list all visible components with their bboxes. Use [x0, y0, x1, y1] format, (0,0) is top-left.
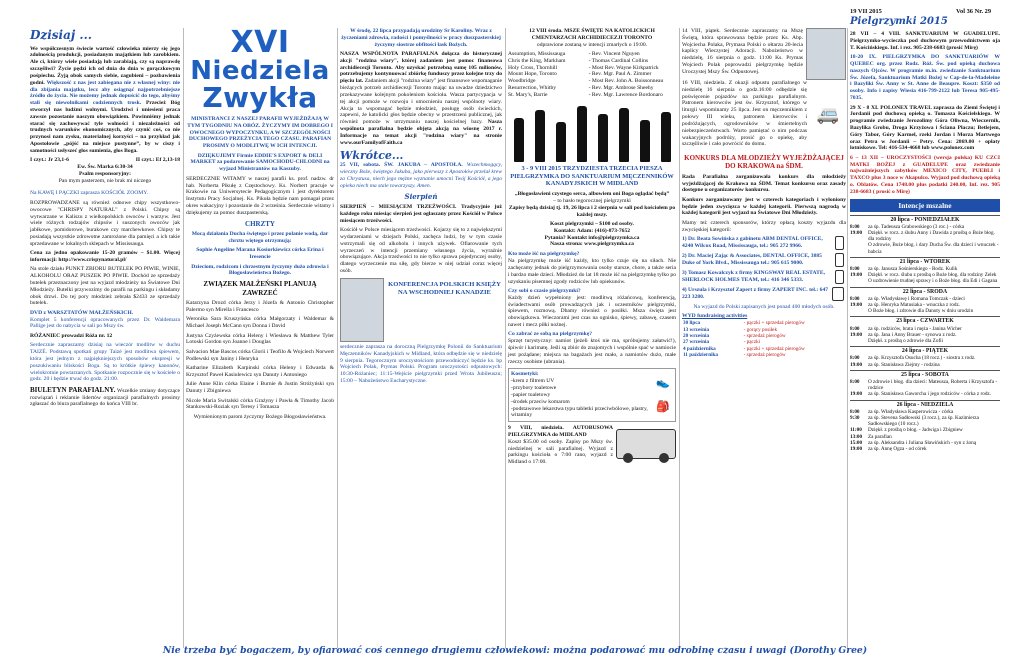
- kto-question: Kto może iść na pielgrzymkę?: [508, 251, 580, 258]
- backpack-icon: 🎒: [656, 400, 670, 413]
- cemetery-row: [508, 51, 676, 58]
- wyd-activity: - sprzedaż pierogów: [743, 332, 786, 339]
- mass-intention: [850, 379, 1000, 391]
- cemetery-row: [508, 71, 676, 78]
- intencje-list: [850, 215, 1000, 453]
- cemetery-celebrant: - Rev. Mgr. Lawrence Bordonaro: [588, 91, 663, 98]
- chrzty-text: Mocą działania Ducha świętego i przez polanie wodą, dar chrztu więtego otrzymują:: [191, 231, 329, 244]
- mass-intention-text: O zdrowie, Boże błog. i dary Ducha Św. dla dzieci i wnuczek - babcia: [868, 242, 999, 255]
- title-niedziela: Niedziela: [190, 56, 330, 86]
- pieszy-sub: – to hasło tegorocznej pielgrzymki: [553, 197, 631, 204]
- mass-time: 19:00: [850, 229, 863, 236]
- day-heading: 22 lipca - ŚRODA: [850, 287, 1000, 296]
- pielgrzymka-quebec: 18-20 IX. PIELGRZYMKA DO SANKTUARIÓW W QUEBEC org. przez Rodz. Róż. Św. pod opieką duchowa naszych Ojców. W programie m.in. zwiedzanie Sanktuarium Św. Józefa, Sanktuarium Matki Bożej w Cap-de-la-Madeleine i Bazyliki Św. Anny w St. Anne de Beaupre. Koszt: $350 od osoby. Info i zapisy Wiesia 416-799-2122 lub Teresa 905-495-7035.: [850, 54, 1000, 102]
- mass-intention: [850, 242, 1000, 254]
- mass-time: [850, 308, 868, 314]
- mass-time: 15:00: [850, 439, 863, 446]
- sponsor-item: [682, 287, 846, 301]
- konkurs-text-3: Mamy też czterech sponsorów, którzy opłacą koszty wyjazdu dla zwycięskiej kategorii:: [682, 219, 846, 233]
- mass-intention-text: Za parafian: [868, 433, 892, 440]
- mass-intention-text: Dziękł. z prośbą o błog. - Jadwiga i Zbigniew: [868, 427, 963, 434]
- column-3: [340, 28, 502, 387]
- readings: [30, 157, 180, 164]
- rozprowadzane: ROZPROWADZANE są również odnowe chipy wszystkowo-owocowe "CHRISPY NATURAL" z Polski. Chipsy są wytwarzane w Kaliszu z wielkopolskich owoców i warzyw. Jest wiele różnych rodzajów chipsów i suszonych owoców jak jabłkowe, pomidorowe, burakowe czy marchewkowe. Chipsy te posiadają wszystkie zdrowotne zamrożone dla pamięci a ich takie sprzedawane w lokalnych sklepach w Mississauga.: [30, 199, 180, 247]
- wyd-date: 30 lipca: [683, 320, 701, 327]
- zabrac-answer: Sprzęt turystyczny: namiot (jeżeli ktoś nie ma, spróbujemy załatwić!), śpiwór i karimatę. Jeśli są zbiór do znajomych i wspólnie spać w namiocie jest pożądane; miejsca na bagażach jest mało, a namiotów dużo, małe rzeczy osobiste (ubrania).: [508, 338, 676, 365]
- column-5: [682, 28, 846, 358]
- midland-title: 9 VIII, niedziela. AUTOBUSOWA PIELGRZYMKA do MIDLAND: [508, 425, 613, 438]
- dzisiaj-heading: Dzisiaj ...: [30, 28, 92, 42]
- cemetery-celebrant: - Rev. Mgr. Ambrose Sheehy: [588, 85, 654, 92]
- konferencja-title: KONFERENCJA POLSKICH KSIĘŻY NA WSCHODNIEJ KANADZIE: [388, 280, 501, 296]
- sierpien-text-2: Kościół w Polsce miesiącem trzeźwości. Kojarzy się to z największymi wydarzeniami w dziejach Polski, zachęca ludzi, by w tym czasie wstrzymali się od alkoholu i innych używek. Ofiarowanie tych wyrzeczeń w intencji przemiany własnego życia, wyraźnie obowiązujące. Akcja trzeźwości to nie tylko sprawa pojedynczej osoby, dlatego wyrzeczenie ma siłę, gdy bierze w niej udział coraz więcej osób.: [340, 227, 502, 275]
- kosmetyki-title: Kosmetyki:: [511, 371, 539, 378]
- rozaniec: RÓŻANIEC prowadzi Róża nr. 12: [30, 332, 113, 339]
- kosmetyki-list: -krem z filtrem UV -przybory toaletowe -papier toaletowy -środek przeciw komarom -podstawowe lekarstwa typu tabletki przeciwbólowe, plastry, witaminy: [511, 378, 648, 419]
- wyd-date: 4 października: [683, 345, 716, 352]
- zabrac-question: Co zabrać ze sobą na pielgrzymkę?: [508, 331, 593, 338]
- mass-time: [850, 242, 868, 254]
- chrzty-names: Sophie Angeline Marana Kosiorkiewicz córka Erina i Iresencie: [196, 247, 324, 261]
- konkurs-title: KONKURS DLA MŁODZIEŻY WYJEŻDŻAJĄCEJ DO KRAKOWA na ŚDM.: [684, 153, 844, 171]
- urodziny-note: W środę, 22 lipca przypadają urodziny Sr Karoliny. Wraz z życzeniami zdrowia, radości i pomyślności w pracy duszpasterskiej życzymy siostrze obfitości łask Bożych.: [341, 28, 501, 48]
- cemetery-name: Resurrection, Whitby: [508, 85, 557, 92]
- ministranci-note: MINISTRANCI Z NASZEJ PARAFII WYJEŻDŻAJĄ W TYM TYGODNIU NA OBÓZ. ŻYCZYMY IM DOBREGO I OWOCNEGO WYPOCZYNKU, A W SZCZEGÓLNOŚCI DUCHOWEGO PRZEŻYCIA TEGO CZASU. PARAFIAN PROSIMY O MODLITWĘ W ICH INTENCJI.: [187, 116, 333, 150]
- mass-intention-text: Dziękł. w rocz. z ślubu Anny i Dawida z prośbą o Boże błog. dla rodziny: [868, 229, 995, 243]
- title-zwykla: Zwykła: [202, 81, 318, 114]
- wyd-activity: - pączki + sprzedaż pierogów: [743, 345, 805, 352]
- czy-question: Czy sobi o czasie pielgrzymki?: [508, 287, 581, 294]
- cemetery-name: St. Mary's, Barrie: [508, 91, 548, 98]
- wyd-table: [682, 320, 846, 358]
- sponsor-text: 1) Dr. Beata Sowińska z gabinetu ABM DENTAL OFFICE, 4240 Wilcox Road, Mississauga, tel.: 905 272 9966.: [682, 236, 823, 249]
- sponsor-item: [682, 270, 846, 284]
- sierpien-heading: Sierpień: [404, 191, 438, 201]
- sponsor-item: [682, 236, 846, 250]
- pielgrzymka-mexico: 6 – 13 XII – UROCZYSTOŚCI (wersja polska) KU CZCI MATKI BOŻEJ z GUADELUPE oraz zwiedzanie najważniejszych zabytków MEXICO CITY, PUEBLI i TAXCO plus 3 noce w Akapulco. Wyjazd pod duchową opieką o. Oblatów. Cena 1748.00 plus podatki 240.00, Inf. rez. 905 238-6683 ( prosić o Mirę): [850, 154, 1000, 195]
- sponsor-logo-icon: [832, 287, 844, 301]
- prymas-photo: [806, 28, 846, 80]
- cemetery-celebrant: - Most Rev. John A. Boissonneau: [588, 78, 664, 85]
- cemetery-list: [508, 51, 676, 99]
- midland-bus-block: [508, 425, 676, 468]
- midland-text: Koszt $35.00 od osoby. Zapisy po Mszy św. niedzielnej w sali parafialnej. Wyjazd z parkingu kościoła o 7:00 rano, wyjazd z Midland o 17:00.: [508, 438, 613, 466]
- wyd-activity: - pączki: [743, 339, 761, 346]
- mass-intention-text: za śp. Janusza Sośnierskiego - Rodz. Kulik: [868, 265, 958, 272]
- day-heading: 24 lipca - PIĄTEK: [850, 346, 1000, 355]
- sponsor-item: [682, 253, 846, 267]
- paczki-note: Na KAWĘ I PĄCZKI zaprasza KOŚCIÓŁ ZOOMY.: [30, 190, 148, 197]
- pieszy-quote: „Błogosławieni czystego serca, albowiem oni Boga oglądać będą”: [514, 191, 670, 198]
- wyd-row: [682, 352, 846, 358]
- mass-intention-text: za śp. Stanisława Ziejmy - rodzina: [868, 361, 940, 368]
- psalm-title: Psalm responsoryjny:: [79, 170, 131, 177]
- cena-info: Cena za jedno opakowanie 15-20 gramów – $1.00. Więcej informacji: http://www.crispynatural.pl/: [30, 250, 180, 263]
- couple-2: Weronika Sara Kruszyńska córka Małgorzaty i Waldemar & Michael Joseph McCann syn Donna i David: [186, 316, 334, 330]
- pielgrzymka-guadelupe: 28 VII – 4 VIII. SANKTUARIUM W GUADELUPE. Pielgrzymko-wycieczka pod duchowym przewodnictwem oja T. Kościńskiego. Inf. i rez. 905-238-6683 (prosić Mirę): [850, 31, 1000, 51]
- serdecznie-witamy: SERDECZNIE WITAMY w naszej parafii ks. prof. nadzw. dr hab. Norberta Pikułę z Częstochowy. Ks. Norbert pracuje w Krakowie na Uniwersytecie Pedagogicznym i jest dyrektorem Instytutu Pracy Socjalnej. Ks. Pikuła będzie nam pomagał przez okres wakacyjny i pozostanie do 2 września. Serdecznie witamy i dziękujemy za pomoc duszpasterską.: [186, 175, 334, 216]
- punkt-zbioru: Na stole działu PUNKT ZBIORU BUTELEK PO PIWIE, WINIE, ALKOHOLU ORAZ PUSZEK PO PIWIE. Dochód ze sprzedaży butelek przeznaczony jest na wyjazd młodzieży na Światowe Dni Młodzieży. Butelki przywozimy do parafii na parkingu i składamy obok drzwi. Do tej pory młodzież zebrała $2433 ze sprzedaży butelek.: [30, 266, 180, 307]
- taize-note: Serdecznie zapraszamy dzisiaj na wieczór modlitw w duchu TAIZÉ. Podstawą spotkań grupy Taizé jest modlitwa śpiewem, która jest jednym z najpiękniejszych sposobów ekspresji w poszukiwaniu bliskości Boga. Są to krótkie śpiewy kanonów, wielokrotnie powtarzanych. Spotkanie rozpocznie się w kościele o godz. 20 i będzie trwać do godz. 21:00.: [30, 342, 180, 383]
- wspolnota-3: Zadaniem akcji "rodzina wiary" jest finansowe wspomaganie bieżących potrzeb archidiecezji Toronto mając na uwadze dziedzictwo przekazywane kolejnym pokoleniom kościoła. Wasza partycypacja w tej akcji pomoże w rozwoju i umocnieniu naszej wspólnoty wiary. Akcja ta wspomagać będzie młodzież, posługę osób świeckich, zapewni, że katolicki głos będzie obecny w przestrzeni publicznej, jak również pomoże w utrzymaniu naszej kościelnej bazy.: [340, 78, 502, 126]
- day-heading: 23 lipca - CZWARTEK: [850, 316, 1000, 325]
- mass-time: 9:30: [850, 414, 860, 421]
- cemetery-row: [508, 65, 676, 72]
- wyd-activity: - pączki + sprzedaż pierogów: [743, 320, 805, 327]
- mass-intention: [850, 415, 1000, 427]
- couple-5: Katharine Elizabeth Karpinski córka Heleny i Edwarda & Krzysztof Paweł Kasiulewicz syn Danuty i Antoniego: [186, 365, 334, 378]
- pojazdy-block: [682, 80, 846, 151]
- gospel: Ew. Św. Marka 6:30-34: [77, 164, 133, 171]
- mass-intention-text: za śp. Władysławę i Romana Tomczak - dzieci: [868, 295, 965, 302]
- mass-time: 19:00: [850, 445, 863, 452]
- van-icon: 🚐: [816, 104, 840, 125]
- mass-time: [850, 338, 868, 344]
- biuletyn-title: BIULETYN PARAFIALNY.: [30, 385, 116, 394]
- column-4: [508, 28, 676, 469]
- kosmetyki-box: [508, 368, 676, 422]
- mass-time: 8:00: [850, 355, 860, 362]
- wyd-date: 27 września: [683, 339, 710, 346]
- mass-intention-text: za śp. Annę Ogza - od córek: [868, 445, 927, 452]
- mass-intention-text: za śp. rodziców, brata i męża - Janina Wicher: [868, 325, 962, 332]
- mass-time: 19:00: [850, 272, 863, 279]
- intro-text-2: Przecież Bóg stworzył nas ludźmi wolnymi. Urodziwi i uniesieni praca zawsze pozostanie naszym obowiązkiem. Powinniśmy jednak starać się zachowywać tyle wolności i niezależności od trudnych warunków ekonomicznych, aby czynić coś, co nie przynosi nam zysku, materialnej korzyści – na przykład jak Apostołowie „pójść na miejsce pustynne”, by w ciszy i samotności usłyszeć głos sumienia, głos Boga.: [30, 100, 180, 154]
- cemetery-celebrant: - Rev. Vincent Nguyen: [588, 51, 640, 58]
- mass-intention: [850, 391, 1000, 397]
- dvd-title: DVD z WARSZTATÓW MAŁŻEŃSKICH.: [30, 309, 134, 316]
- pojazdy-text: 16 VIII, niedziela. Z okazji odpustu parafialnego w niedzielę 16 sierpnia o godz.16:00 odbędzie się poświęcenie pojazdów na parkingu parafialnym. Patronem kierowców jest św. Krzysztof, którego w liturgii wspominamy 25 lipca. Jest on męczennikiem z połowy III wieku, patronem kierowców i podróżujących, ogrodowników w śmiertelnych niebezpieczeństwach. Warto pamiętać o nim podczas wakacyjnych podróży, prosić go o opiekę, aby szczęśliwie i cało powrócić do domu.: [682, 80, 807, 148]
- day-heading: 25 lipca - SOBOTA: [850, 370, 1000, 379]
- mass-intention-text: za śp. Jana i Anny Brauer - synowa z rodz.: [868, 331, 957, 338]
- dvd-text: Komplet 5 konferencji opracowanych przez Dr. Waldemara Pallige jest do nabycia w sali po Mszy św.: [30, 316, 180, 330]
- cemetery-row: [508, 58, 676, 65]
- mass-time: 19:00: [850, 301, 863, 308]
- mass-intention-text: za śp. Stanisława Gaworcha i jego rodziców - córka z rodz.: [868, 391, 992, 398]
- mass-intention: [850, 308, 1000, 314]
- zwiazek-title: ZWIĄZEK MAŁŻEŃSKI PLANUJĄ ZAWRZEĆ: [203, 280, 317, 297]
- couple-1: Katarzyna Drozd córka Jerzy i Józefa & Antonio Christopher Palermo syn Mirella i Francesco: [186, 300, 334, 314]
- mass-intention-text: za śp. Krzysztofa Osucha (18 rocz.) - siostra z rodz.: [868, 355, 976, 362]
- mass-intention-text: za śp. Władysława Kasperowicza - córka: [868, 408, 954, 415]
- sponsor-text: 4) Urszula i Krzysztof Zapert z firmy ZAPERT INC. tel.: 647 223 3280.: [682, 287, 829, 300]
- cemetery-row: [508, 85, 676, 92]
- koszt: Koszt pielgrzymki – $100 od osoby.: [550, 221, 634, 227]
- wyd-date: 20 września: [683, 332, 710, 339]
- czy-answer: Każdy dzień wypełniony jest: modlitwą różańcową, konferencją, świadectwami osób prowadzących jak i uczestników pielgrzymki, śpiewem, rozmową. Dbamy również o posiłki. Msza święta jest obowiązkowa. Wieczorami jest czas na ognisko, śpiewy, zabawę, czasem nawet i mecz piłki nożnej.: [508, 294, 676, 328]
- footer-quote: Nie trzeba być bogaczem, by ofiarować coś cennego drugiemu człowiekowi: można podarować mu odrobinę czasu i uwagi (Dorothy Gree): [162, 645, 868, 656]
- issue-date: 19 VII 2015: [850, 8, 882, 15]
- psalm: Pan mym pasterzem, nie brak mi niczego: [58, 177, 152, 184]
- mass-intention-text: za śp. Tadeusza Grabowskiego (3 roc.) - córka: [868, 223, 965, 230]
- sponsor-text: 3) Tomasz Kowalczyk z firmy KINGSWAY REAL ESTATE, SHERLOCK HOLMES TEAM, tel.: 416 346 5333.: [682, 270, 825, 283]
- dziekujemy-note: DZIĘKUJEMY Firmie EDDIE'S EXPORT & DELI MARKET za podarowanie SAMOCHODU-CHLODNI na wyjazd Ministrantów na Kaszuby.: [190, 152, 330, 173]
- pilgrims-silhouette-icon: [508, 102, 676, 162]
- cemetery-name: Mount Hope, Toronto: [508, 71, 557, 78]
- mass-time: 11:00: [850, 427, 862, 434]
- konferencja-block: [340, 278, 502, 342]
- midland-shrine-photo: [340, 278, 384, 342]
- mass-intention-text: Dziękł. z prośbą o zdrowie dla Zofii: [868, 337, 944, 344]
- biuletyn-text: Wszelkie zmiany dotyczące rozwiązań i reklamie lidertów organizacji parafialnych prosimy zgłaszać do biura parafialnego do końca VIII br.: [30, 387, 180, 408]
- cmentarz-title: 12 VIII środa. MSZE ŚWIĘTE NA KATOLICKICH CMENTARZACH ARCHIDIECEZJI TORONTO: [529, 28, 655, 41]
- mass-time: 8:00: [850, 325, 860, 332]
- couple-4: Salvacion Mae Bascos córka Glorii i Teofilo & Wojciech Norwert Podlewski syn Janiny i Henryka: [186, 348, 334, 362]
- cemetery-row: [508, 92, 676, 99]
- bus-icon: [616, 429, 676, 459]
- couple-3: Justyna Czyżewska córka Heleny i Wiesława & Matthew Tyler Lotoski Gordon syn Joanne i Douglas: [186, 332, 334, 346]
- sponsor-logo-icon: [835, 236, 844, 250]
- mass-intention: [850, 338, 1000, 344]
- couple-7: Nicole Maria Switalski córka Grażyny i Pawła & Timothy Jacob Stankowski-Roziak syn Teresy i Tomasza: [186, 397, 334, 411]
- konkurs-text: Rada Parafialna zorganizowała konkurs dla młodzieży wyjeżdżającej do Krakowa na ŚDM. Temat konkursu oraz zasady dostępne u organizatorów konkursu.: [682, 173, 846, 194]
- wyd-date: 13 września: [683, 326, 710, 333]
- strona: Nasza strona: www.pielgrzymka.ca: [550, 241, 634, 248]
- column-1: [30, 28, 180, 411]
- prymas-text: 14 VIII, piątek. Serdecznie zapraszamy na Mszę Świętą, która sprawowana będzie przez Ks. Abp. Wojciecha Polaka, Prymasa Polski o ołtarzu 20-lecia kaplicy Wieczystej Adoracji. Nabożeństwo w niedzielę, 16 sierpnia o godz. 11:00 Ks. Prymas Wojciech Polak poprowadzi pielgrzymkę będzie Uroczystej Mszy Św. Odpustowej.: [682, 28, 803, 75]
- cemetery-celebrant: - Thomas Cardinal Collins: [588, 57, 649, 64]
- pieszy-title: 3 - 9 VIII 2015 TRZYDZIESTA TRZECIA PIESZA PIELGRZYMKA DO SANKTUARIUM MĘCZENNIKÓW KANADYJSKICH W MIDLAND: [510, 164, 674, 188]
- wspolnota-2: Aby uzyskać potrzebną sumę 105 milionów, potrzebujemy kontynuować zbiórkę funduszy przez kolejne trzy do pięciu lat.: [340, 64, 502, 85]
- wkratce-heading: Wkrótce...: [340, 149, 404, 162]
- sponsor-list: [682, 236, 846, 301]
- mass-time: 19:00: [850, 361, 863, 368]
- kto-answer: Na pielgrzymkę może iść każdy, kto tylko czuje się na siłach. Nie zachęcamy jednak do pielgrzymowania osoby starsze, chore, a także seria i bardzo małe dzieci. Młodzież do lat 18 może iść na pielgrzymkę tylko po uzyskaniu pisemnej zgody rodziców lub opiekunów.: [508, 258, 676, 285]
- reading-1: I czyt.: Jr 23,1-6: [30, 157, 69, 164]
- day-heading: 21 lipca - WTOREK: [850, 257, 1000, 266]
- sponsor-logo-icon: [835, 270, 844, 284]
- sponsor-text: 2) Dr. Maciej Zając & Associates, DENTAL OFFICE, 3885 Duke of York Blvd., Mississauga tel.: 905 615 9000.: [682, 253, 822, 266]
- wyjazd-note: Na wyjazd do Polski zapisanych jest ponad 400 młodych osób.: [693, 304, 835, 311]
- sierpien-text: SIERPIEŃ – MIESIĄCEM TRZEŹWOŚCI. Tradycyjnie już każdego roku miesiąc sierpień jest ogłaszany przez Kościół w Polsce miesiącem trzeźwości.: [340, 204, 502, 224]
- konkurs-text-2: Konkurs zorganizowany jest w czterech kategoriach i wyłoniony będzie jeden zwycięzca w każdej kategorii. Pierwszą nagrodą w każdej kategorii jest wyjazd na Światowe Dni Młodzieży.: [682, 196, 846, 217]
- wyd-date: 11 października: [683, 352, 719, 358]
- mass-time: 8:00: [850, 265, 860, 272]
- couple-6: Julie Anne Klin córka Elaine i Burnie & Justin Stróżyński syn Danuty i Zbigniewa: [186, 381, 334, 395]
- mass-intention-text: Dziękł. w rocz. ślubu z prośbą o Boże błog. dla rodziny Zelek: [868, 272, 997, 279]
- intro-blue: Większość z nas jest zabiegana nie z własnej winy: nie dla zbijania majątku, lecz aby osiągnąć najpotrzebniejsze źródło do życia. Nie możemy jednak dopuścić do tego, abyśmy stali się niewolnikami codziennych trosk.: [30, 79, 180, 107]
- konferencja-text: serdecznie zaprasza na doroczną Pielgrzymkę Polonii do Sanktuarium Męczenników Kanadyjskich w Midland, która odbędzie się w niedzielę 9 sierpnia. Tegorocznym uroczystościom przewodniczyć będzie ks. bp Wojciech Polak, Prymas Polski. Program uroczystości odpustowych: 10:30-Różaniec; 11:15-Wejście pielgrzymki przed Wrota Jubileuszu; 15:00 – Nabożeństwo Eucharystyczne.: [340, 343, 502, 384]
- prymas-block: [682, 28, 846, 80]
- mass-intention: [850, 446, 1000, 452]
- cemetery-row: [508, 78, 676, 85]
- title-xvi: XVI: [230, 25, 290, 60]
- day-heading: 26 lipca - NIEDZIELA: [850, 400, 1000, 409]
- mass-time: 8:00: [850, 378, 860, 385]
- mass-time: [850, 278, 868, 284]
- mass-time: 8:00: [850, 223, 860, 230]
- issue-volume: Vol 36 Nr. 29: [956, 8, 992, 15]
- kontakt: Kontakt: Adam: (416)-873-7652: [553, 227, 631, 234]
- pielgrzymka-ziemia-swieta: 29 X - 8 XI. POLONEX TRAVEL zaprasza do Ziemi Świętej i Jordanii pod duchową opieką o. Tomasza Kościelskiego. W programie zwiedzanie Jerozolimy Góra Oliwna, Wieczernik, Bazylika Grobu, Droga Krzyżowa i Ściana Płaczu; Betlejem, Góry Tabor, Góry Karmel, rzeki Jordan i Morza Martwego oraz Petra w Jordanii – Petry. Cena: 2869.00 + opłaty lotniskowe. Tel: 416-534-4668 lub www.polonex.com: [850, 104, 1000, 152]
- wspolnota-4: Nasza wspólnota parafialna będzie objęta akcją na wiosnę 2017 r. Informacje na temat akcji "rodzina wiary" na stronie www.ourFamilyofFaith.ca: [340, 119, 502, 146]
- mass-time: 8:00: [850, 408, 860, 415]
- mass-intention: [850, 362, 1000, 368]
- wspolnota-1: NASZA WSPÓLNOTA PARAFIALNA dołącza do historycznej akcji "rodzina wiary", której zadaniem jest pomoc finansowa archidiecezji Toronto.: [340, 51, 502, 71]
- pielgrzymki-heading: Pielgrzymki 2015: [850, 16, 948, 27]
- mass-time: 19:00: [850, 391, 863, 398]
- reading-2: II czyt.: Ef 2,13-18: [135, 157, 180, 164]
- mass-intention: [850, 230, 1000, 242]
- day-heading: 20 lipca - PONIEDZIAŁEK: [850, 215, 1000, 224]
- zapisy: Zapisy będą dzisiaj tj. 19, 26 lipca i 2 sierpnia w sali pod kościołem po każdej mszy.: [508, 204, 676, 218]
- intencje-heading: Intencje mszalne: [850, 199, 1000, 212]
- mass-intention-text: za śp. Stevena Sadłowski (3 rocz.), za śp. Kazimierza Sadłowskiego (10 rocz.): [868, 414, 979, 428]
- mass-intention-text: za śp. Aleksandra i Juliana Sławińskich - syn z żoną: [868, 439, 977, 446]
- pytania: Pytania? Kontakt info@pielgrzymka.ca: [544, 234, 640, 241]
- jakub-title: 25 VII, sobota. ŚW. JAKUBA – APOSTOŁA.: [340, 162, 463, 169]
- wyd-title: WYD fundraising activities: [682, 313, 748, 320]
- cemetery-name: Assumption, Mississauga: [508, 51, 566, 58]
- mass-intention: [850, 278, 1000, 284]
- chrzty-title: CHRZTY: [245, 219, 275, 228]
- mass-intention-text: za śp. Henryka Matusiaka - wnuczka z rodz.: [868, 301, 961, 308]
- cmentarz-sub: odprawione zostaną w intencji zmarłych o 19:00.: [536, 41, 648, 48]
- wyd-activity: - sprzedaż pierogów: [743, 352, 786, 358]
- column-6: [850, 16, 1000, 452]
- mass-time: 8:00: [850, 295, 860, 302]
- mass-intention-text: O uzdrowienie trudnej sprawy i o Boże błog. dla Edi i Gagana: [868, 278, 998, 285]
- mass-time: 13:00: [850, 433, 863, 440]
- jakub-prayer: Wszechmogący, wieczny Boże, świętego Jakuba, jako pierwszy z Apostołów przelał krew za Chrystusa, niech jego mężne wyznanie umocni Twój Kościół, a jego opieka niech ma stale towarzyszy. Amen.: [340, 162, 502, 189]
- wyd-activity: - gorący posiłek: [743, 326, 778, 333]
- column-2: [186, 25, 334, 423]
- intro-text: We współczesnym świecie wartość człowieka mierzy się jego zdolnością produkcji, posiadanym majątkiem lub zarobkiem. Ale ci, którzy wiele posiadają lub zarabiają, czy są naprawdę szczęśliwi? Życie pędzi ich od dnia do dnia w gorączkowym pośpiechu. Żyją obok samych siebie, zagubieni – pozbawienia godni.: [30, 45, 180, 86]
- mass-intention-text: O zdrowie i błog. dla dzieci: Mateusza, Roberta i Krzysztofa - rodzice: [868, 378, 998, 392]
- mass-intention-text: O Boże błog. i zdrowie dla Danuty w dniu urodzin: [868, 308, 974, 315]
- cemetery-name: Chris the King, Markham: [508, 57, 566, 64]
- mass-time: 19:00: [850, 331, 863, 338]
- cemetery-celebrant: - Rev. Mgr. Paul A. Zimmer: [588, 71, 652, 78]
- cemetery-name: Holy Cross, Thornhill: [508, 64, 558, 71]
- cemetery-celebrant: - Most Rev. Wayne Kirkpatrick: [588, 64, 659, 71]
- hiking-shoe-icon: 👟: [656, 376, 670, 389]
- wymienionym: Wymienionym parom życzymy Bożego Błogosławieństwa.: [193, 413, 327, 420]
- chrzty-wishes: Dzieciom, rodzicom i chrzestnym życzymy dużo zdrowia i Błogosławieństwa Bożego.: [191, 263, 329, 277]
- sponsor-logo-icon: [835, 253, 844, 267]
- cemetery-name: Woodbridge: [508, 78, 536, 85]
